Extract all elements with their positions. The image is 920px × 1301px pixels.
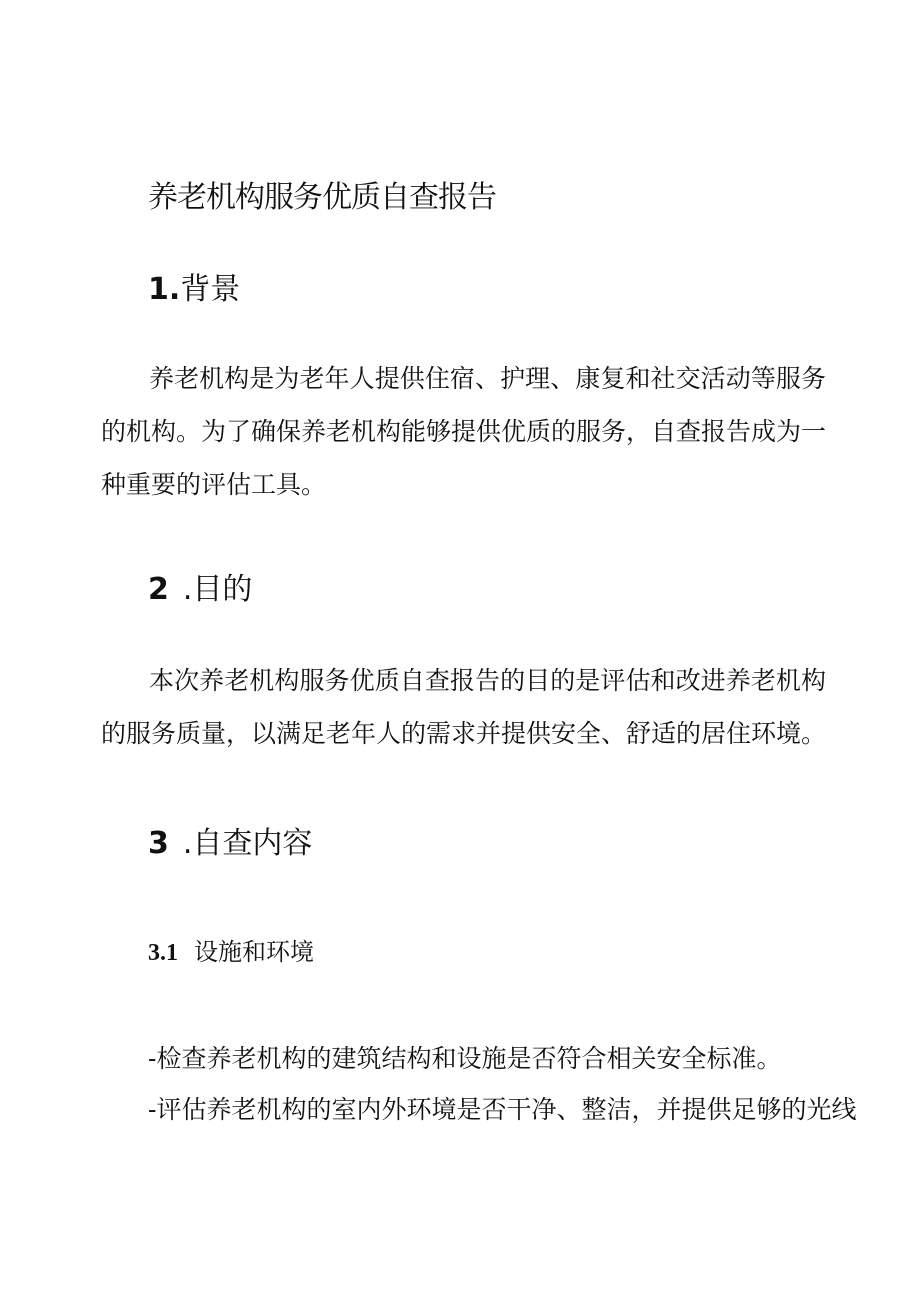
section-heading-content [148,818,312,862]
list-item: -评估养老机构的室内外环境是否干净、整洁，并提供足够的光线 [148,1095,857,1124]
section-heading-text: .自查内容 [182,826,313,861]
section-heading-text: .目的 [182,572,253,607]
section-heading-text: 背景 [180,272,241,307]
section-number: 3 [148,826,169,861]
list-item: -检查养老机构的建筑结构和设施是否符合相关安全标准。 [148,1044,782,1073]
subsection-number: 3.1 [148,940,178,966]
section-heading-purpose [148,564,252,608]
section-number: 2 [148,572,169,607]
subsection-heading-text: 设施和环境 [194,938,314,966]
section-heading-background [148,264,240,308]
section-number: 1. [148,272,181,307]
purpose-paragraph: 本次养老机构服务优质自查报告的目的是评估和改进养老机构的服务质量，以满足老年人的需求并提供安全、舒适的居住环境。 [101,666,827,748]
subsection-heading [148,932,314,967]
document-title: 养老机构服务优质自查报告 [148,180,496,215]
background-paragraph: 养老机构是为老年人提供住宿、护理、康复和社交活动等服务的机构。为了确保养老机构能够提供优质的服务，自查报告成为一种重要的评估工具。 [101,364,827,499]
